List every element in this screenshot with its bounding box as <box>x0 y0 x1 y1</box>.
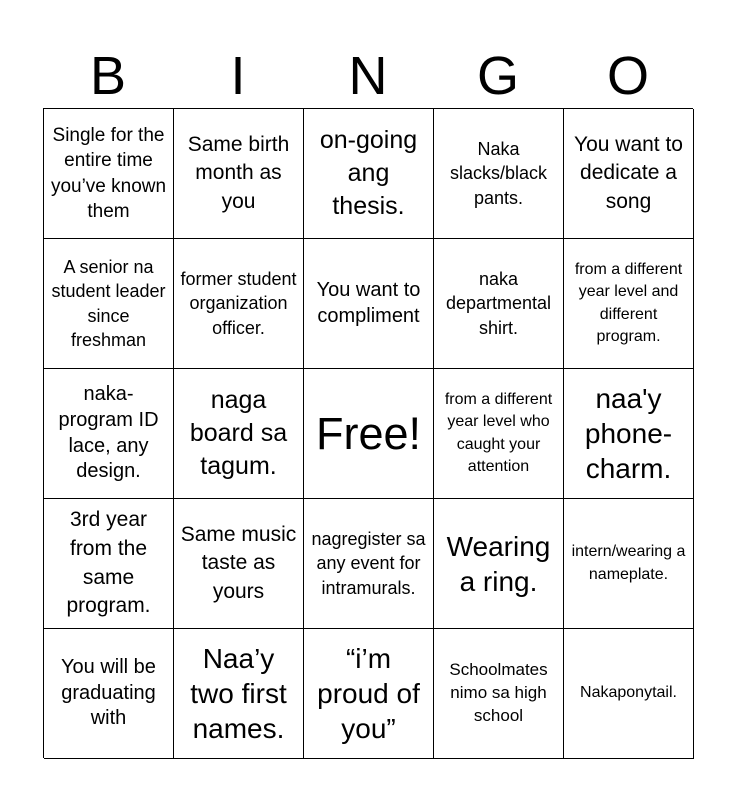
bingo-cell[interactable]: Schoolmates nimo sa high school <box>434 629 564 759</box>
bingo-cell[interactable]: A senior na student leader since freshman <box>44 239 174 369</box>
bingo-cell[interactable]: from a different year level and different program. <box>564 239 694 369</box>
bingo-cell[interactable]: You want to dedicate a song <box>564 109 694 239</box>
bingo-cell[interactable]: naa'y phone-charm. <box>564 369 694 499</box>
bingo-cell[interactable]: former student organization officer. <box>174 239 304 369</box>
bingo-grid <box>43 108 693 758</box>
bingo-cell[interactable]: Single for the entire time you’ve known them <box>44 109 174 239</box>
bingo-cell[interactable]: naka-program ID lace, any design. <box>44 369 174 499</box>
bingo-cell[interactable]: “i’m proud of you” <box>304 629 434 759</box>
bingo-cell[interactable]: intern/wearing a nameplate. <box>564 499 694 629</box>
bingo-cell[interactable]: nagregister sa any event for intramurals. <box>304 499 434 629</box>
bingo-cell[interactable]: You want to compliment <box>304 239 434 369</box>
bingo-cell[interactable]: Nakaponytail. <box>564 629 694 759</box>
header-letter-o: O <box>606 46 649 106</box>
bingo-cell[interactable]: Same music taste as yours <box>174 499 304 629</box>
bingo-cell[interactable]: naka departmental shirt. <box>434 239 564 369</box>
header-letter-g: G <box>476 46 519 106</box>
bingo-cell[interactable]: naga board sa tagum. <box>174 369 304 499</box>
header-letter-i: I <box>230 46 246 106</box>
bingo-cell[interactable]: Wearing a ring. <box>434 499 564 629</box>
bingo-cell[interactable]: You will be graduating with <box>44 629 174 759</box>
bingo-cell[interactable]: from a different year level who caught your attention <box>434 369 564 499</box>
bingo-cell[interactable]: Naka slacks/black pants. <box>434 109 564 239</box>
header-letter-b: B <box>89 46 127 106</box>
header-letter-n: N <box>348 46 388 106</box>
bingo-cell[interactable]: Same birth month as you <box>174 109 304 239</box>
bingo-cell[interactable]: Naa’y two first names. <box>174 629 304 759</box>
bingo-cell[interactable]: 3rd year from the same program. <box>44 499 174 629</box>
bingo-header <box>43 44 693 108</box>
free-space-cell[interactable]: Free! <box>304 369 434 499</box>
bingo-cell[interactable]: on-going ang thesis. <box>304 109 434 239</box>
